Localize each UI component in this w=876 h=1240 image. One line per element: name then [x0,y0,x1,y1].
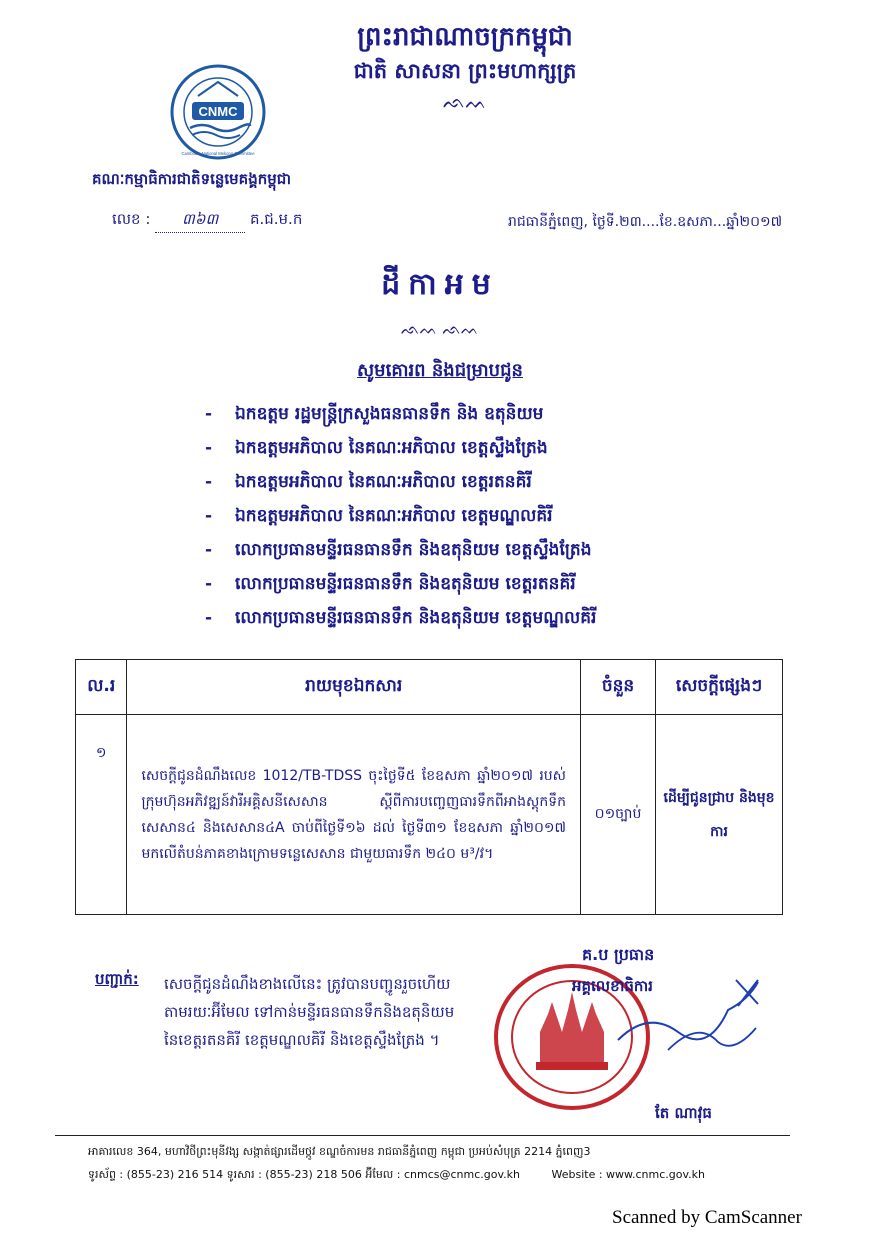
recipient-item: - លោកប្រធានមន្ទីរធនធានទឹក និងឧតុនិយម ខេត្តរតនគិរី [205,574,576,594]
row-description: សេចក្ដីជូនដំណឹងលេខ 1012/TB-TDSS ចុះថ្ងៃទី៥ ខែឧសភា ឆ្នាំ២០១៧ របស់ក្រុមហ៊ុនអភិវឌ្ឍន៍វារីអគ្គិសនីសេសាន ស្ដីពីការបញ្ចេញធារទឹកពីអាងស្ដុកទឹកសេសាន៤ និងសេសាន៤A ចាប់ពីថ្ងៃទី១៦ ដល់ ថ្ងៃទី៣១ ខែឧសភា ឆ្នាំ២០១៧ មកលើតំបន់ភាគខាងក្រោមទន្លេសេសាន ជាមួយធារទឹក ២៤០ ម³/វ។ [127,715,581,915]
table-header-row [76,660,783,715]
header-document: រាយមុខឯកសារ [127,660,581,715]
signer-title: គ.ប ប្រធាន [582,945,655,964]
reference-value: ៣៦៣ [155,210,245,233]
note-text: សេចក្ដីជូនដំណឹងខាងលើនេះ ត្រូវបានបញ្ជូនរួចហើយ តាមរយៈអ៊ីមែល ទៅកាន់មន្ទីរធនធានទឹកនិងឧតុនិយម នៃខេត្តរតនគិរី ខេត្តមណ្ឌលគិរី និងខេត្តស្ទឹងត្រែង ។ [164,975,455,1049]
reference-number [112,210,302,233]
reference-suffix: គ.ជ.ម.ក [249,210,303,228]
footer-website: Website : www.cnmc.gov.kh [551,1168,705,1181]
footer-contact [88,1168,705,1184]
header-ornament: ᨒᨓ [443,92,487,113]
scanner-watermark: Scanned by CamScanner [612,1207,802,1228]
recipient-item: - លោកប្រធានមន្ទីរធនធានទឹក និងឧតុនិយម ខេត្តស្ទឹងត្រែង [205,540,592,560]
header-number: ល.រ [76,660,127,715]
row-remarks: ដើម្បីជូនជ្រាប និងមុខការ [656,715,783,915]
signer-name: តែ ណាវុធ [655,1104,712,1122]
recipient-item: - លោកប្រធានមន្ទីរធនធានទឹក និងឧតុនិយម ខេត្តមណ្ឌលគិរី [205,608,597,628]
row-quantity: ០១ច្បាប់ [580,715,655,915]
salutation: សូមគោរព និងជម្រាបជូន [357,360,523,381]
footer-email: អ៊ីមែល : cnmcs@cnmc.gov.kh [365,1168,520,1181]
recipient-item: - ឯកឧត្ដមអភិបាល នៃគណៈអភិបាល ខេត្តរតនគិរី [205,472,532,492]
title-ornament: ᨒᨓ ᨒᨓ [401,320,479,338]
recipient-item: - ឯកឧត្ដមអភិបាល នៃគណៈអភិបាល ខេត្តស្ទឹងត្រែង [205,438,548,458]
document-title: ដីកាអម [381,267,499,302]
logo-caption: Cambodia National Mekong Committee [181,151,255,156]
recipient-item: - ឯកឧត្ដមអភិបាល នៃគណៈអភិបាល ខេត្តមណ្ឌលគិរី [205,506,553,526]
date-line: រាជធានីភ្នំពេញ, ថ្ងៃទី.២៣....ខែ.ឧសភា...ឆ្នាំ២០១៧ [508,214,783,230]
signer-role: អគ្គលេខាធិការ [572,977,653,995]
document-list-table [75,659,783,915]
header-remarks: សេចក្ដីផ្សេងៗ [656,660,783,715]
logo-text: CNMC [198,104,238,119]
table-row [76,715,783,915]
recipient-list [205,400,596,638]
footer-address: អាគារលេខ 364, មហាវិថីព្រះមុនីវង្ស សង្កាត់ផ្សារដើមថ្កូវ ខណ្ឌចំការមន រាជធានីភ្នំពេញ កម្ពុជា ប្រអប់សំបុត្រ 2214 ភ្នំពេញ3 [88,1145,591,1158]
header-quantity: ចំនួន [580,660,655,715]
footer-divider [55,1135,790,1136]
row-number: ១ [76,715,127,915]
footer-fax: ទូរសារ : (855-23) 218 506 [226,1168,362,1181]
reference-label: លេខ : [112,210,151,228]
cnmc-logo-icon [168,62,268,162]
footer-phone: ទូរស័ព្ទ : (855-23) 216 514 [88,1168,224,1181]
organization-name: គណៈកម្មាធិការជាតិទន្លេមេគង្គកម្ពុជា [92,170,292,188]
recipient-item: - ឯកឧត្ដម រដ្ឋមន្ត្រីក្រសួងធនធានទឹក និង ឧតុនិយម [205,404,544,424]
national-motto: ជាតិ សាសនា ព្រះមហាក្សត្រ [353,59,577,83]
kingdom-heading: ព្រះរាជាណាចក្រកម្ពុជា [357,22,573,52]
note-label: បញ្ជាក់: [95,970,139,988]
